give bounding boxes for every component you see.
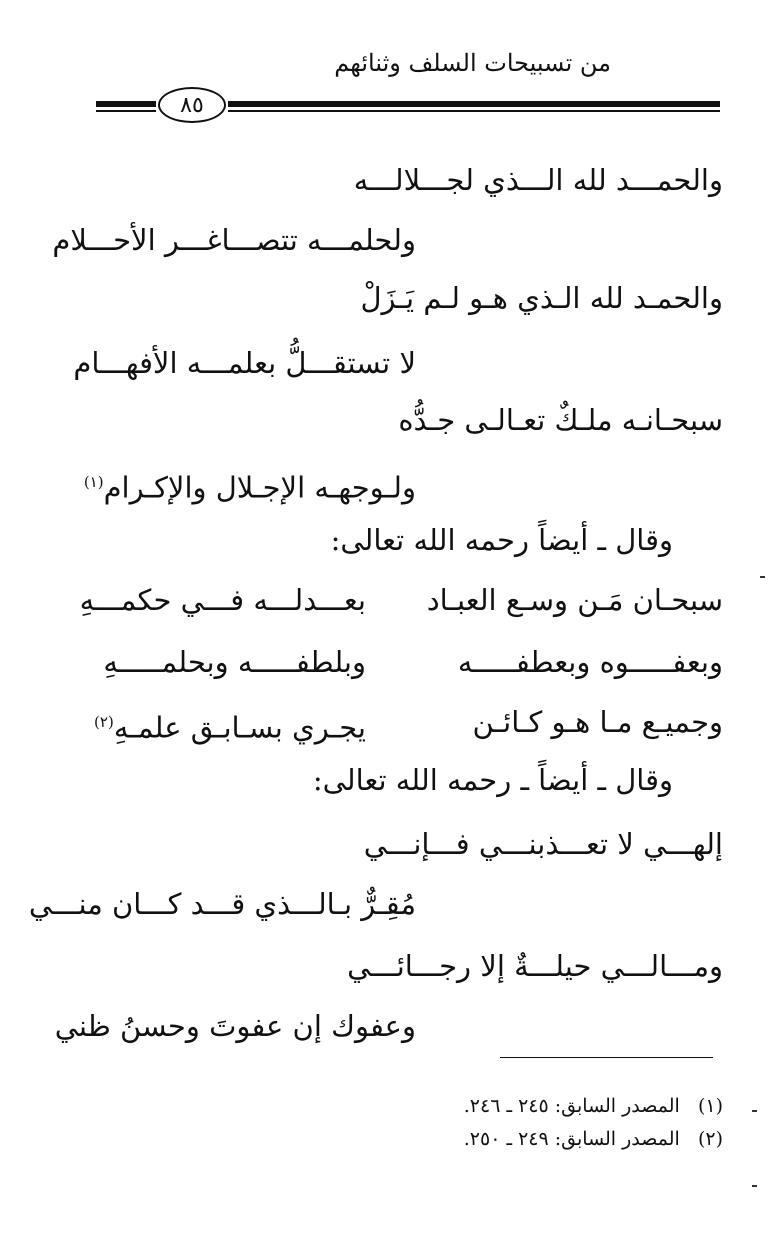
footnote: [464, 1126, 723, 1152]
verse-second-hemistich: بعـــدلـــه فـــي حكمـــهِ: [79, 583, 366, 617]
header-rule-left-thin: [96, 110, 156, 112]
poem-line: سبحـانـه ملـكٌ تعـالـى جـدُّه: [398, 403, 723, 437]
page-number: ٨٥: [180, 92, 204, 118]
footnote-ref: (١): [83, 473, 104, 491]
footnote-ref: (٢): [94, 713, 114, 731]
poem-line-text: ولـوجهـه الإجـلال والإكـرام: [103, 470, 416, 505]
footnote-text: المصدر السابق: ٢٤٩ ـ ٢٥٠.: [463, 1128, 680, 1150]
poem-line: والحمـــد لله الـــذي لجـــلالـــه: [353, 163, 723, 197]
intro-line: وقال ـ أيضاً رحمه الله تعالى:: [330, 523, 673, 557]
poem-line: ولحلمـــه تتصـــاغـــر الأحـــلام: [52, 223, 416, 257]
verse-second-hemistich: [94, 702, 366, 748]
scan-mark: [752, 1185, 757, 1187]
poem-line: وعفوك إن عفوتَ وحسنُ ظني: [54, 1009, 416, 1043]
header-rule-right-thin: [228, 110, 720, 112]
intro-line: وقال ـ أيضاً ـ رحمه الله تعالى:: [312, 763, 673, 797]
verse-first-hemistich: سبحـان مَـن وسـع العبـاد: [426, 583, 723, 617]
footnote-separator: [500, 1057, 713, 1058]
header-rule-left: [96, 101, 156, 107]
verse-text: يجـري بسـابـق علمـهِ: [113, 710, 366, 745]
page-number-badge: [158, 87, 226, 123]
poem-line: مُقِـرٌّ بـالـــذي قـــد كـــان منـــي: [28, 887, 416, 921]
poem-line: والحمـد لله الـذي هـو لـم يَـزَلْ: [360, 281, 723, 315]
poem-line: إلهـــي لا تعـــذبنـــي فـــإنـــي: [363, 827, 723, 861]
footnote-text: المصدر السابق: ٢٤٥ ـ ٢٤٦.: [463, 1095, 680, 1117]
verse-second-hemistich: وبلطفـــــه وبحلمـــــهِ: [103, 645, 366, 679]
poem-line: لا تستقـــلُّ بعلمـــه الأفهـــام: [73, 346, 416, 380]
scan-mark: [760, 576, 765, 578]
footnote: [464, 1093, 723, 1119]
header-rule-right: [228, 101, 720, 107]
scan-mark: [752, 1110, 757, 1112]
poem-line: ومـــالـــي حيلـــةٌ إلا رجـــائـــي: [347, 949, 723, 983]
verse-first-hemistich: وجميـع مـا هـو كـائـن: [472, 705, 723, 739]
running-header-title: من تسبيحات السلف وثنائهم: [334, 49, 611, 77]
poem-line: [84, 462, 416, 508]
verse-first-hemistich: وبعفـــــوه وبعطفـــــه: [457, 645, 723, 679]
footnote-number: (١): [697, 1095, 723, 1117]
footnote-number: (٢): [697, 1128, 723, 1150]
